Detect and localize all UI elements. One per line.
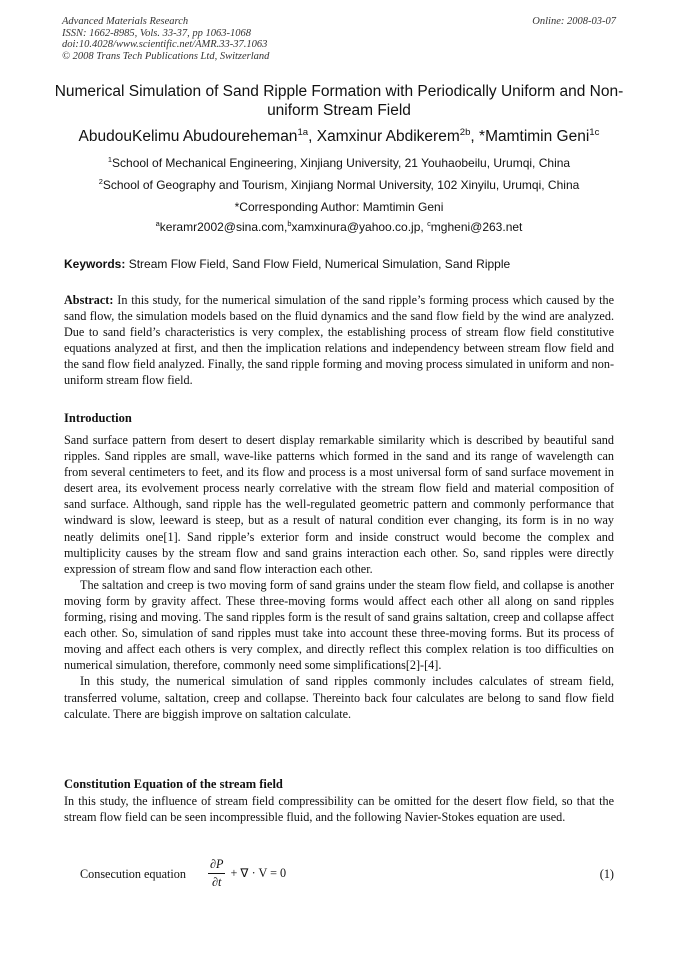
fraction-numerator: ∂P (208, 857, 225, 874)
email-superscript: c (427, 219, 431, 228)
issn-line: ISSN: 1662-8985, Vols. 33-37, pp 1063-1068 (62, 27, 251, 39)
equation-label: Consecution equation (80, 867, 186, 881)
equation-1 (80, 853, 614, 893)
keywords-text: Stream Flow Field, Sand Flow Field, Numerical Simulation, Sand Ripple (128, 257, 511, 271)
affiliation-2 (20, 178, 658, 193)
author-superscript: 1c (589, 126, 600, 138)
copyright-line: © 2008 Trans Tech Publications Ltd, Switzerland (62, 50, 270, 62)
affiliation-superscript: 1 (107, 155, 113, 164)
fraction-denominator: ∂t (212, 874, 222, 889)
author-name: AbudouKelimu Abudoureheman (78, 128, 298, 145)
author-superscript: 2b (459, 126, 471, 138)
equation-number: (1) (599, 867, 614, 881)
email-list (20, 220, 658, 235)
equation-expression (208, 853, 286, 893)
corresponding-author: *Corresponding Author: Mamtimin Geni (234, 200, 444, 214)
paper-title: Numerical Simulation of Sand Ripple Formation with Periodically Uniform and Non-uniform Stream Field (54, 83, 624, 119)
email-address: keramr2002@sina.com, (159, 220, 288, 234)
introduction-body (64, 432, 614, 722)
email-superscript: b (287, 219, 292, 228)
affiliation-1 (20, 156, 658, 171)
author-list: AbudouKelimu Abudoureheman$^{1a}$, Xamxinur Abdikerem$^{2b}$, *Mamtimin Geni$^{1c}$ (78, 126, 600, 145)
doi-line: doi:10.4028/www.scientific.net/AMR.33-37.1063 (62, 39, 268, 50)
paragraph: Sand surface pattern from desert to desert display remarkable similarity which is described by beautiful sand ripples. Sand ripples are small, wave-like patterns which formed in the sand and its range of wavelength can from several centimeters to feet, and its flow and process is a most universal form of sand surface movement in desert area, its evolvement process nearly correlative with the stream flow field and material composition of sand surface. Although, sand ripple has the well-regulated geometric pattern and commonly performance that windward is slow, leeward is steep, but as a result of natural condition ever changing, its form is in no way neatly delimits one[1]. Sand ripple’s exterior form and inside construct would become the complex and multiplicity causes by the stream flow and sand grains interaction each other. So, sand ripples were directly expression of stream flow and sand flow interaction each other. (64, 433, 614, 576)
constitution-heading: Constitution Equation of the stream field (64, 777, 283, 791)
fraction (208, 857, 225, 890)
affiliation-text: School of Geography and Tourism, Xinjiang Normal University, 102 Xinyilu, Urumqi, China (102, 178, 580, 192)
paragraph: In this study, the influence of stream field compressibility can be omitted for the desert flow field, so that the stream flow field can be seen incompressible fluid, and the following Navier-Stokes equation are used. (64, 794, 614, 825)
introduction-heading: Introduction (64, 411, 132, 425)
journal-header (62, 16, 616, 62)
affiliation-text: School of Mechanical Engineering, Xinjiang University, 21 Youhaobeilu, Urumqi, China (112, 156, 571, 170)
affiliation-superscript: 2 (98, 177, 103, 186)
email-address: mgheni@263.net (430, 220, 523, 234)
abstract-label: Abstract: (64, 293, 114, 307)
journal-name: Advanced Materials Research (62, 16, 189, 27)
author-name: Xamxinur Abdikerem (316, 128, 460, 145)
email-superscript: a (155, 219, 160, 228)
equation-rest: + ∇ · V = 0 (230, 865, 287, 880)
abstract-text: In this study, for the numerical simulation of the sand ripple’s forming process which caused by the sand flow, the simulation models based on the fluid dynamics and the sand flow field by the wind are analyzed. Due to sand field’s characteristics is very complex, the establishing process of stream flow field constitutive equations analyzed at first, and then the implication relations and independency between stream flow field and the sand flow field analyzed. Finally, the sand ripple forming and moving process simulated in uniform and non-uniform stream flow field. (64, 293, 615, 388)
author-name: *Mamtimin Geni (479, 128, 590, 145)
online-date: Online: 2008-03-07 (532, 16, 616, 27)
paragraph: The saltation and creep is two moving form of sand grains under the steam flow field, and collapse is another moving form by gravity affect. These three-moving forms would affect each other all along on sand ripples forming, rising and moving. The sand ripples form is the result of sand grains saltation, creep and collapse affect each other. So, simulation of sand ripples must take into account these three-moving forms. But its process of moving and affect each others is very complex, and directly reflect this complex relation is too difficulties on numerical simulation, therefore, commonly need some simplifications[2]-[4]. (64, 577, 614, 673)
paragraph: In this study, the numerical simulation of sand ripples commonly includes calculates of stream field, transferred volume, saltation, creep and collapse. Thereinto back four calculates are belong to sand flow field calculate. There are biggish improve on saltation calculate. (64, 674, 614, 721)
email-address: xamxinura@yahoo.co.jp, (291, 220, 424, 234)
constitution-body (64, 793, 614, 825)
abstract (64, 292, 614, 389)
author-superscript: 1a (297, 126, 309, 138)
keywords-label: Keywords: (64, 257, 126, 271)
keywords (64, 257, 624, 272)
